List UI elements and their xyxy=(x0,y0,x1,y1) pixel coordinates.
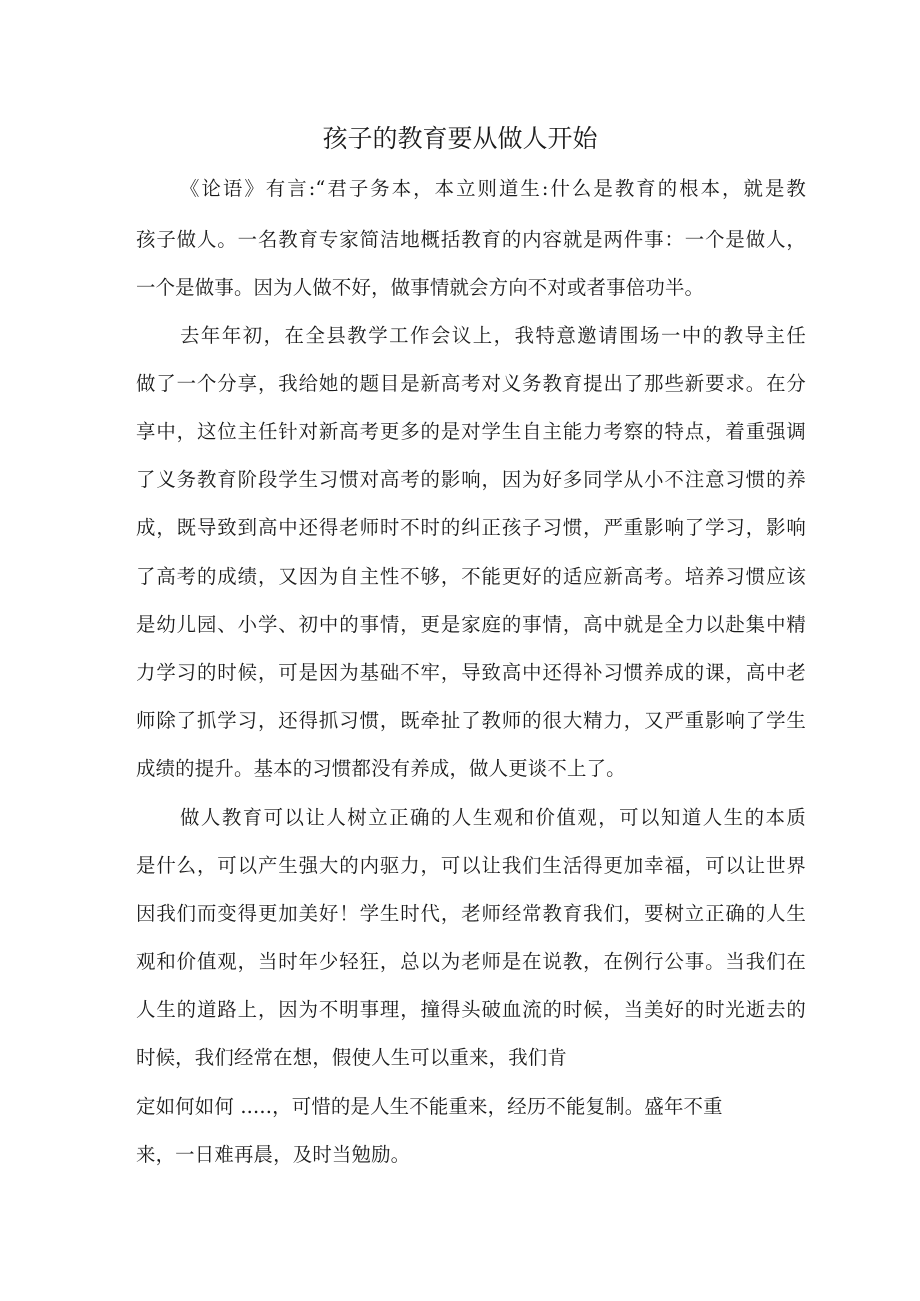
paragraph-line: 成绩的提升。基本的习惯都没有养成，做人更谈不上了。 xyxy=(136,757,626,780)
paragraph-line: 做了一个分享，我给她的题目是新高考对义务教育提出了那些新要求。在分 xyxy=(136,372,806,395)
paragraph-line: 做人教育可以让人树立正确的人生观和价值观，可以知道人生的本质 xyxy=(180,806,806,829)
paragraph-line: 观和价值观，当时年少轻狂，总以为老师是在说教，在例行公事。当我们在 xyxy=(136,950,806,973)
paragraph-line: 力学习的时候，可是因为基础不牢，导致高中还得补习惯养成的课，高中老 xyxy=(136,661,806,684)
paragraph-line: 师除了抓学习，还得抓习惯，既牵扯了教师的很大精力，又严重影响了学生 xyxy=(136,709,806,732)
paragraph-line: 人生的道路上，因为不明事理，撞得头破血流的时候，当美好的时光逝去的 xyxy=(136,998,806,1021)
paragraph-line: 了高考的成绩，又因为自主性不够，不能更好的适应新高考。培养习惯应该 xyxy=(136,565,806,588)
paragraph-line: 去年年初，在全县教学工作会议上，我特意邀请围场一中的教导主任 xyxy=(180,324,806,347)
paragraph-line: 享中，这位主任针对新高考更多的是对学生自主能力考察的特点，着重强调 xyxy=(136,420,806,443)
paragraph-line: 时候，我们经常在想，假使人生可以重来，我们肯 xyxy=(136,1046,567,1069)
document-title: 孩子的教育要从做人开始 xyxy=(322,124,598,153)
paragraph-line: 成，既导致到高中还得老师时不时的纠正孩子习惯，严重影响了学习，影响 xyxy=(136,516,806,539)
paragraph-line: 定如何如何 .....，可惜的是人生不能重来，经历不能复制。盛年不重 xyxy=(136,1095,723,1118)
paragraph-line: 了义务教育阶段学生习惯对高考的影响，因为好多同学从小不注意习惯的养 xyxy=(136,468,806,491)
paragraph-line: 是幼儿园、小学、初中的事情，更是家庭的事情，高中就是全力以赴集中精 xyxy=(136,613,806,636)
paragraph-line: 孩子做人。一名教育专家简洁地概括教育的内容就是两件事：一个是做人， xyxy=(136,228,806,251)
paragraph-line: 一个是做事。因为人做不好，做事情就会方向不对或者事倍功半。 xyxy=(136,276,705,299)
paragraph-line: 《论语》有言:“君子务本，本立则道生:什么是教育的根本，就是教 xyxy=(180,177,806,200)
paragraph-line: 因我们而变得更加美好！学生时代，老师经常教育我们，要树立正确的人生 xyxy=(136,902,806,925)
paragraph-line: 是什么，可以产生强大的内驱力，可以让我们生活得更加幸福，可以让世界 xyxy=(136,854,806,877)
paragraph-line: 来，一日难再晨，及时当勉励。 xyxy=(136,1143,411,1166)
